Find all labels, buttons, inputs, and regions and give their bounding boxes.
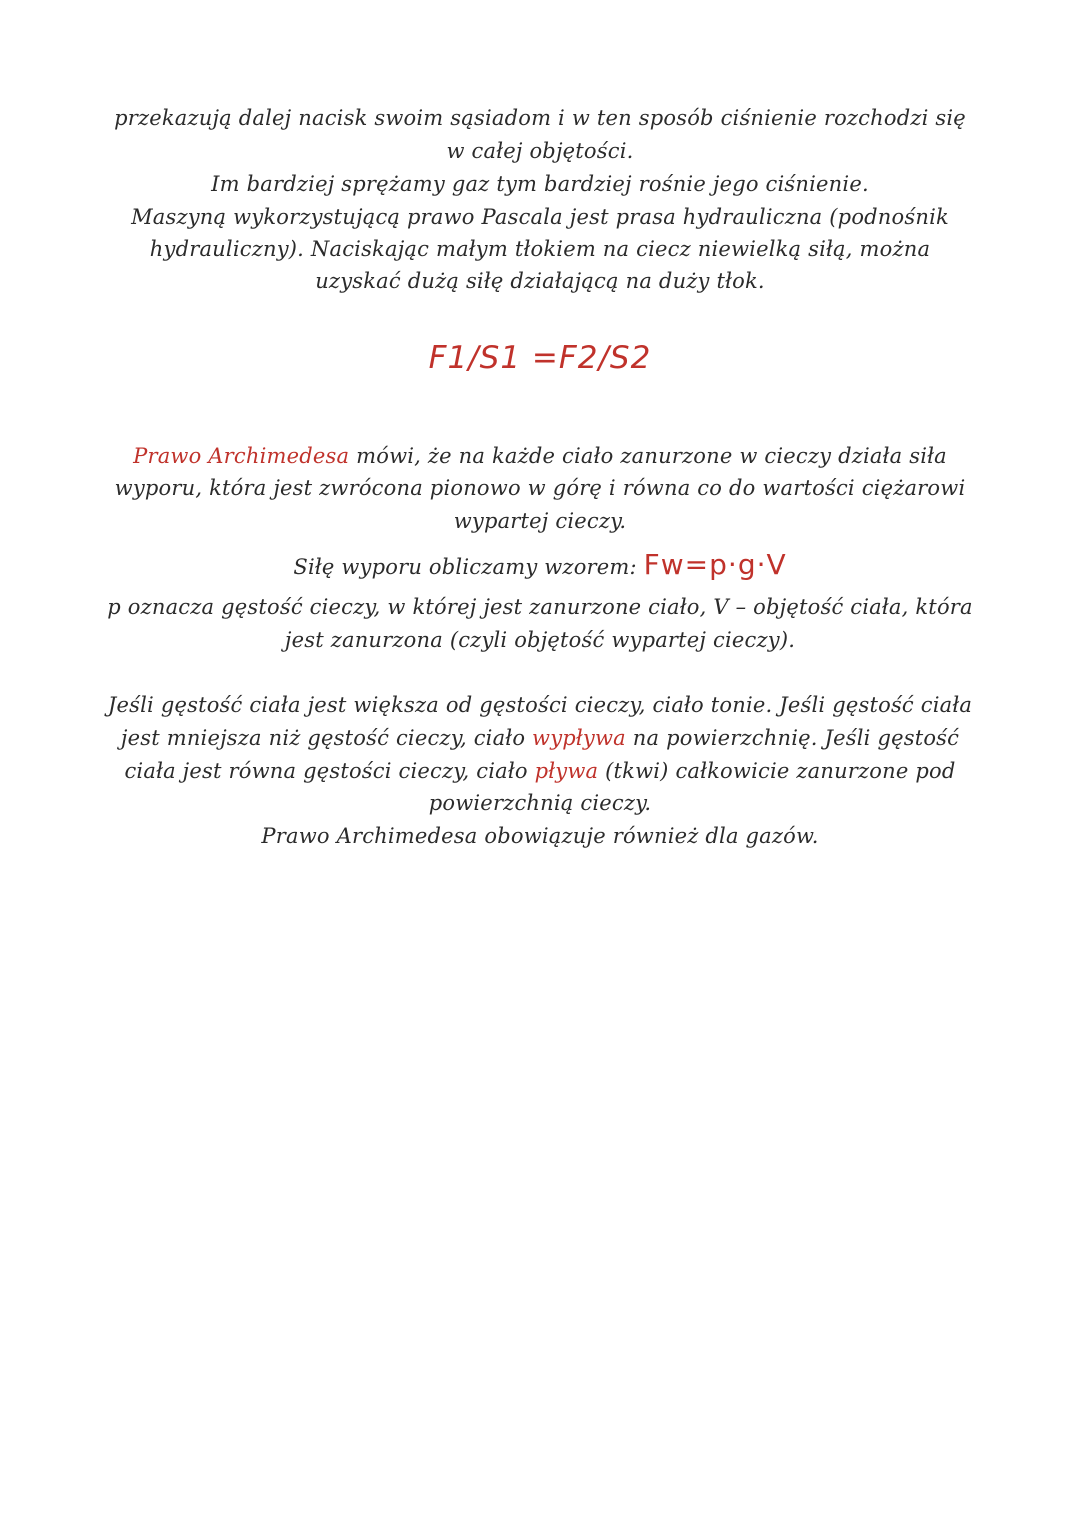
- archimedes-formula: Fw=p·g·V: [643, 548, 787, 581]
- density-text-line-3: [0, 756, 1080, 786]
- density-line-3-a: ciała jest równa gęstości cieczy, ciało: [124, 759, 535, 783]
- density-text-line-4: powierzchnią cieczy.: [428, 791, 652, 815]
- archimedes-formula-intro: Siłę wyporu obliczamy wzorem:: [293, 555, 644, 579]
- density-term-wyplywa: wypływa: [532, 726, 626, 750]
- density-line-2-a: jest mniejsza niż gęstość cieczy, ciało: [120, 726, 533, 750]
- archimedes-term: Prawo Archimedesa: [133, 444, 350, 468]
- pascal-text-line-4: Maszyną wykorzystującą prawo Pascala jest prasa hydrauliczna (podnośnik: [131, 205, 949, 229]
- archimedes-text-line-6: jest zanurzona (czyli objętość wypartej cieczy).: [284, 628, 796, 652]
- pascal-text-line-6: uzyskać dużą siłę działającą na duży tłok.: [315, 269, 765, 293]
- archimedes-formula-line: [0, 550, 1080, 582]
- density-line-2-b: na powierzchnię. Jeśli gęstość: [625, 726, 960, 750]
- pascal-formula: F1/S1 =F2/S2: [428, 340, 652, 376]
- pascal-text-line-2: w całej objętości.: [446, 139, 634, 163]
- density-text-line-5: Prawo Archimedesa obowiązuje również dla gazów.: [261, 824, 819, 848]
- pascal-text-line-3: Im bardziej sprężamy gaz tym bardziej rośnie jego ciśnienie.: [211, 172, 869, 196]
- archimedes-text-line-3: wypartej cieczy.: [453, 509, 627, 533]
- archimedes-text-line-2: wyporu, która jest zwrócona pionowo w górę i równa co do wartości ciężarowi: [114, 476, 966, 500]
- archimedes-text-line-5: p oznacza gęstość cieczy, w której jest zanurzone ciało, V – objętość ciała, która: [107, 595, 973, 619]
- density-line-3-b: (tkwi) całkowicie zanurzone pod: [598, 759, 956, 783]
- density-text-line-2: [0, 723, 1080, 753]
- density-term-plywa: pływa: [534, 759, 599, 783]
- archimedes-line-1-rest: mówi, że na każde ciało zanurzone w cieczy działa siła: [349, 444, 947, 468]
- density-text-line-1: Jeśli gęstość ciała jest większa od gęstości cieczy, ciało tonie. Jeśli gęstość ciała: [107, 693, 973, 717]
- pascal-text-line-5: hydrauliczny). Naciskając małym tłokiem na ciecz niewielką siłą, można: [149, 237, 931, 261]
- archimedes-text-line-1: [0, 441, 1080, 471]
- pascal-text-line-1: przekazują dalej nacisk swoim sąsiadom i w ten sposób ciśnienie rozchodzi się: [114, 106, 966, 130]
